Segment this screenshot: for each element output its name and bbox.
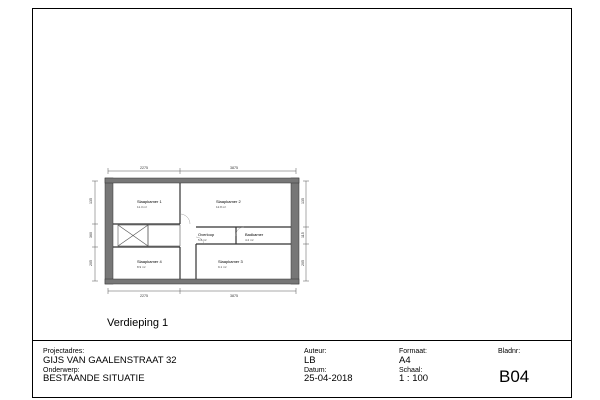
- room-label: Slaapkamer 4: [137, 259, 162, 264]
- bladnr-label: Bladnr:: [498, 348, 521, 355]
- schaal-value: 1 : 100: [399, 373, 429, 384]
- dimension-lines: [92, 168, 309, 294]
- formaat-label: Formaat:: [399, 348, 428, 355]
- projectadres-label: Projectadres:: [43, 348, 85, 355]
- room-label: Slaapkamer 1: [137, 199, 162, 204]
- dimension-label: 135: [301, 198, 305, 204]
- datum-label: Datum:: [304, 367, 327, 374]
- dimension-label: 205: [301, 260, 305, 266]
- auteur-label: Auteur:: [304, 348, 327, 355]
- dimension-label: 135: [89, 198, 93, 204]
- auteur-value: LB: [304, 355, 316, 366]
- room-area: 5.6 m²: [198, 238, 207, 242]
- schaal-label: Schaal:: [399, 367, 423, 374]
- formaat-value: A4: [399, 355, 411, 366]
- datum-value: 25-04-2018: [304, 373, 353, 384]
- dimension-label: 115: [301, 232, 305, 238]
- room-label: Slaapkamer 2: [216, 199, 241, 204]
- onderwerp-label: Onderwerp:: [43, 367, 80, 374]
- dimension-label: 3875: [230, 294, 238, 298]
- room-area: 11.3 m²: [137, 205, 147, 209]
- dimension-label: 360: [89, 232, 93, 238]
- dimension-label: 2275: [140, 166, 148, 170]
- room-label: Overloop: [198, 232, 215, 237]
- room-area: 4.2 m²: [245, 238, 254, 242]
- dimension-label: 3875: [230, 166, 238, 170]
- title-block: [32, 340, 572, 398]
- dimension-label: 205: [89, 260, 93, 266]
- room-label: Slaapkamer 3: [218, 259, 243, 264]
- room-area: 8.9 m²: [137, 265, 146, 269]
- floor-title: Verdieping 1: [107, 317, 169, 329]
- walls: [105, 178, 299, 284]
- onderwerp-value: BESTAANDE SITUATIE: [43, 373, 145, 384]
- sheet-number: B04: [499, 367, 530, 386]
- stair-symbol: [118, 225, 180, 246]
- room-area: 12.8 m²: [216, 205, 227, 209]
- projectadres-value: GIJS VAN GAALENSTRAAT 32: [43, 355, 177, 366]
- room-area: 9.1 m²: [218, 265, 227, 269]
- room-label: Badkamer: [245, 232, 264, 237]
- door-swings: [180, 214, 244, 244]
- dimension-label: 2275: [140, 294, 148, 298]
